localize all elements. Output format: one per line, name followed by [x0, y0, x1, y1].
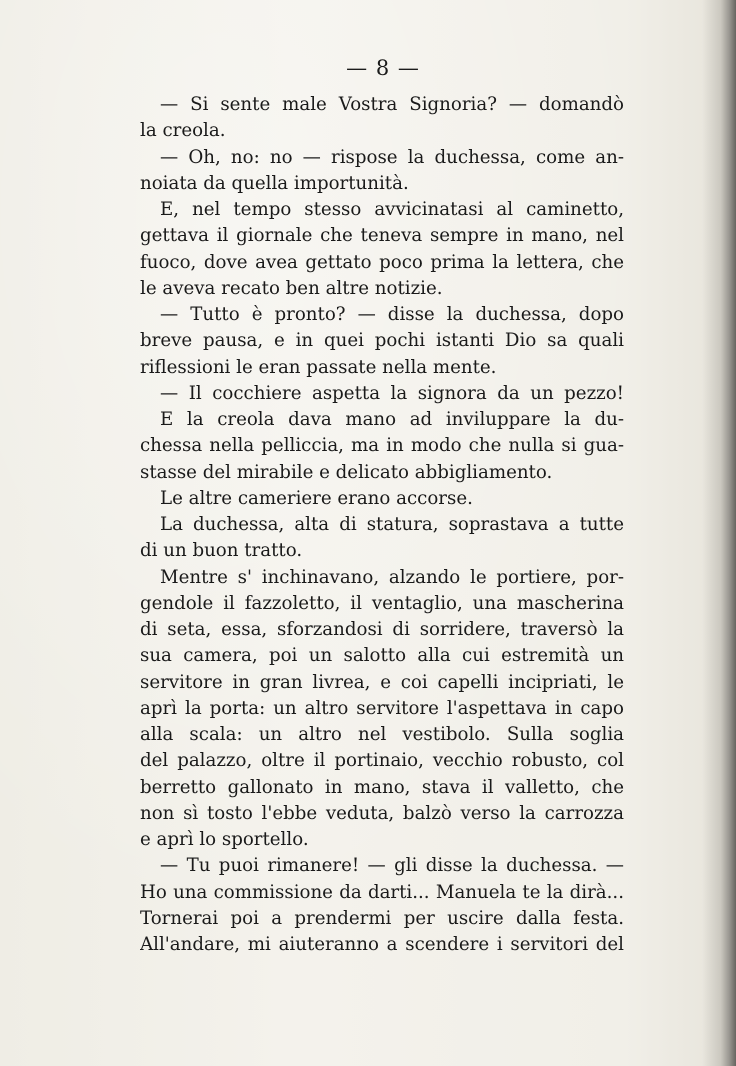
text-line: Le altre cameriere erano accorse.	[160, 487, 473, 509]
text-line: breve pausa, e in quei pochi istanti Dio sa quali	[140, 330, 624, 352]
text-line: E, nel tempo stesso avvicinatasi al caminetto,	[160, 199, 624, 220]
text-line: e aprì lo sportello.	[140, 829, 309, 850]
text-line: — Si sente male Vostra Signoria? — domandò	[160, 94, 624, 115]
text-line: berretto gallonato in mano, stava il valletto, che	[140, 776, 624, 798]
text-line: Mentre s' inchinavano, alzando le portiere, por-	[160, 566, 624, 588]
text-line: gendole il fazzoletto, il ventaglio, una mascherina	[140, 592, 624, 614]
text-line: stasse del mirabile e delicato abbigliamento.	[140, 461, 553, 483]
text-line: non sì tosto l'ebbe veduta, balzò verso la carrozza	[140, 802, 624, 824]
text-line: — Oh, no: no — rispose la duchessa, come an-	[160, 146, 624, 168]
body-text	[140, 92, 624, 958]
text-line: gettava il giornale che teneva sempre in mano, nel	[140, 225, 624, 247]
text-line: E la creola dava mano ad inviluppare la du-	[160, 409, 624, 430]
text-line: di un buon tratto.	[140, 540, 303, 562]
text-line: All'andare, mi aiuteranno a scendere i servitori del	[140, 934, 624, 955]
text-line: Ho una commissione da darti... Manuela te la dirà...	[140, 881, 624, 903]
text-line: servitore in gran livrea, e coi capelli incipriati, le	[140, 671, 624, 693]
text-line: la creola.	[140, 120, 226, 142]
text-line: le aveva recato ben altre notizie.	[140, 277, 443, 299]
text-line: del palazzo, oltre il portinaio, vecchio robusto, col	[140, 750, 624, 772]
text-line: di seta, essa, sforzandosi di sorridere, traversò la	[140, 619, 624, 640]
text-line: fuoco, dove avea gettato poco prima la lettera, che	[140, 251, 624, 273]
text-line: alla scala: un altro nel vestibolo. Sulla soglia	[140, 724, 624, 745]
text-line: aprì la porta: un altro servitore l'aspettava in capo	[140, 697, 624, 719]
text-line: — Tutto è pronto? — disse la duchessa, dopo	[160, 304, 624, 325]
page-number: — 8 —	[346, 56, 420, 80]
text-line: — Tu puoi rimanere! — gli disse la duchessa. —	[160, 855, 624, 877]
text-line: sua camera, poi un salotto alla cui estremità un	[140, 645, 624, 667]
text-line: La duchessa, alta di statura, soprastava a tutte	[160, 514, 624, 535]
text-line: — Il cocchiere aspetta la signora da un pezzo!	[160, 382, 624, 404]
text-line: riflessioni le eran passate nella mente.	[140, 356, 497, 378]
text-line: chessa nella pelliccia, ma in modo che nulla si gua-	[140, 435, 624, 457]
page-binding-edge	[702, 0, 736, 1066]
text-line: Tornerai poi a prendermi per uscire dalla festa.	[140, 907, 624, 929]
text-line: noiata da quella importunità.	[140, 172, 409, 194]
